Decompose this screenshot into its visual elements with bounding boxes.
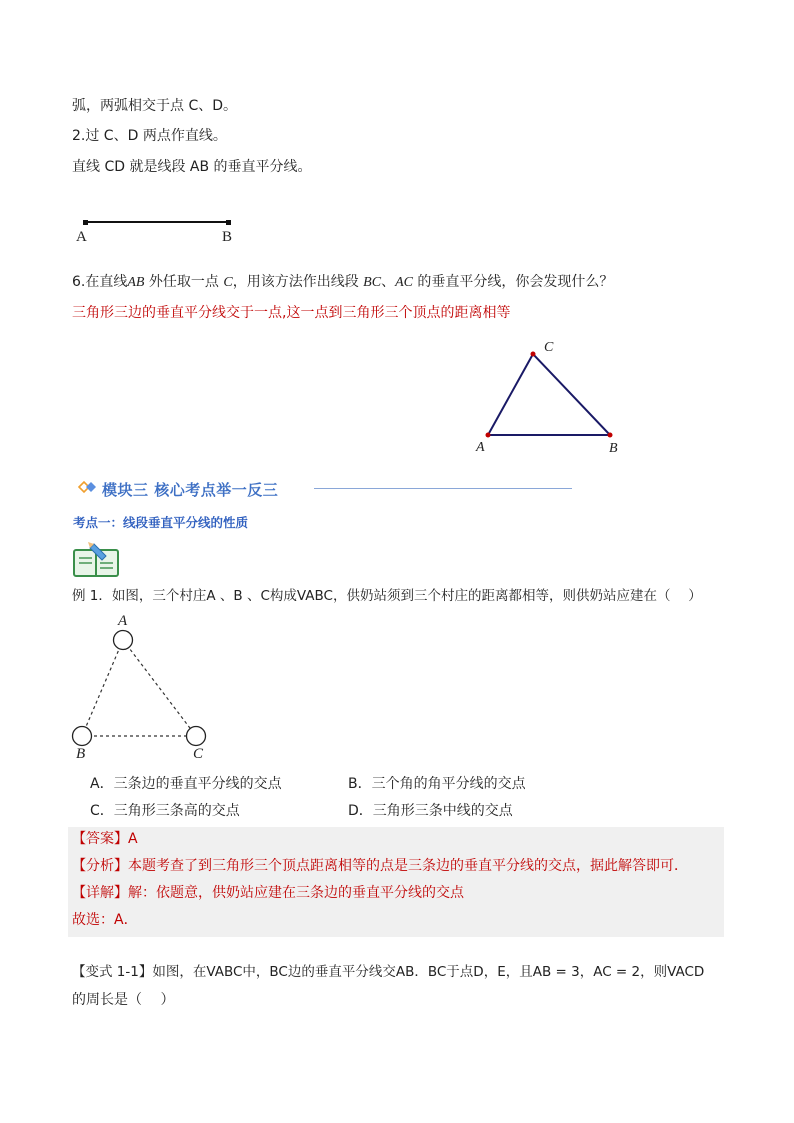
triangle-abc-figure — [470, 340, 640, 450]
triangle-abc-outline — [488, 354, 610, 435]
edge-ab — [82, 640, 123, 736]
triangle-label-c: C — [544, 340, 554, 355]
step-line-1: 弧，两弧相交于点 C、D。 — [72, 98, 238, 114]
book-pencil-icon — [72, 540, 120, 578]
triangle-label-b: B — [609, 441, 618, 456]
analysis-text: 本题考查了到三角形三个顶点距离相等的点是三条边的垂直平分线的交点，据此解答即可． — [128, 858, 688, 874]
q6-bc: BC — [363, 275, 382, 290]
segment-endpoint-b — [226, 220, 231, 225]
q6-mid2: ，用该方法作出线段 — [232, 274, 364, 290]
segment-endpoint-a — [83, 220, 88, 225]
village-b — [73, 727, 92, 746]
village-c — [187, 727, 206, 746]
option-c[interactable]: C．三角形三条高的交点 — [90, 803, 240, 819]
example-1-stem: 例 1．如图，三个村庄A 、B 、C构成VABC，供奶站须到三个村庄的距离都相等，则供奶站应建在（ ） — [72, 588, 702, 604]
detail-text: 解：依题意，供奶站应建在三条边的垂直平分线的交点 — [128, 885, 464, 901]
q6-post: 的垂直平分线，你会发现什么？ — [412, 274, 614, 290]
village-label-c: C — [193, 746, 204, 762]
answer-tag: 【答案】 — [72, 831, 128, 847]
q6-ac: AC — [395, 275, 413, 290]
answer-line — [72, 829, 138, 849]
vertex-a-dot — [486, 433, 491, 438]
q6-mid1: 外任取一点 — [144, 274, 224, 290]
q6-answer: 三角形三边的垂直平分线交于一点,这一点到三角形三个顶点的距离相等 — [72, 305, 511, 321]
analysis-tag: 【分析】 — [72, 858, 128, 874]
village-a — [114, 631, 133, 650]
village-label-a: A — [118, 613, 128, 629]
variant-line-1: 【变式 1-1】如图，在VABC中，BC边的垂直平分线交AB．BC于点D，E，且AB = 3，AC = 2，则VACD — [72, 964, 705, 980]
q6-c: C — [223, 275, 233, 290]
step-line-3: 直线 CD 就是线段 AB 的垂直平分线。 — [72, 159, 312, 175]
vertex-c-dot — [531, 352, 536, 357]
vertex-b-dot — [608, 433, 613, 438]
answer-panel — [68, 827, 724, 937]
choose-line: 故选：A． — [72, 912, 138, 928]
option-a[interactable]: A．三条边的垂直平分线的交点 — [90, 776, 282, 792]
diamond-arrow-icon — [78, 480, 98, 498]
section-title: 模块三 核心考点举一反三 — [102, 480, 279, 499]
answer-value: A — [128, 831, 138, 847]
question-6 — [72, 272, 613, 293]
edge-ac — [123, 640, 196, 736]
triangle-label-a: A — [476, 440, 485, 455]
segment-label-b: B — [222, 229, 233, 245]
detail-line — [72, 883, 464, 903]
step-line-2: 2.过 C、D 两点作直线。 — [72, 128, 227, 144]
q6-pre: 6.在直线 — [72, 274, 128, 290]
section-divider — [314, 488, 572, 489]
kaodian-title: 考点一：线段垂直平分线的性质 — [73, 515, 249, 530]
detail-tag: 【详解】 — [72, 885, 128, 901]
option-b[interactable]: B．三个角的角平分线的交点 — [348, 776, 526, 792]
analysis-line — [72, 856, 688, 876]
option-d[interactable]: D．三角形三条中线的交点 — [348, 803, 513, 819]
q6-ab: AB — [127, 275, 145, 290]
village-label-b: B — [76, 746, 86, 762]
segment-label-a: A — [76, 229, 87, 245]
section-header — [78, 478, 278, 500]
q6-sep: 、 — [381, 274, 396, 290]
variant-line-2: 的周长是（ ） — [72, 992, 175, 1008]
